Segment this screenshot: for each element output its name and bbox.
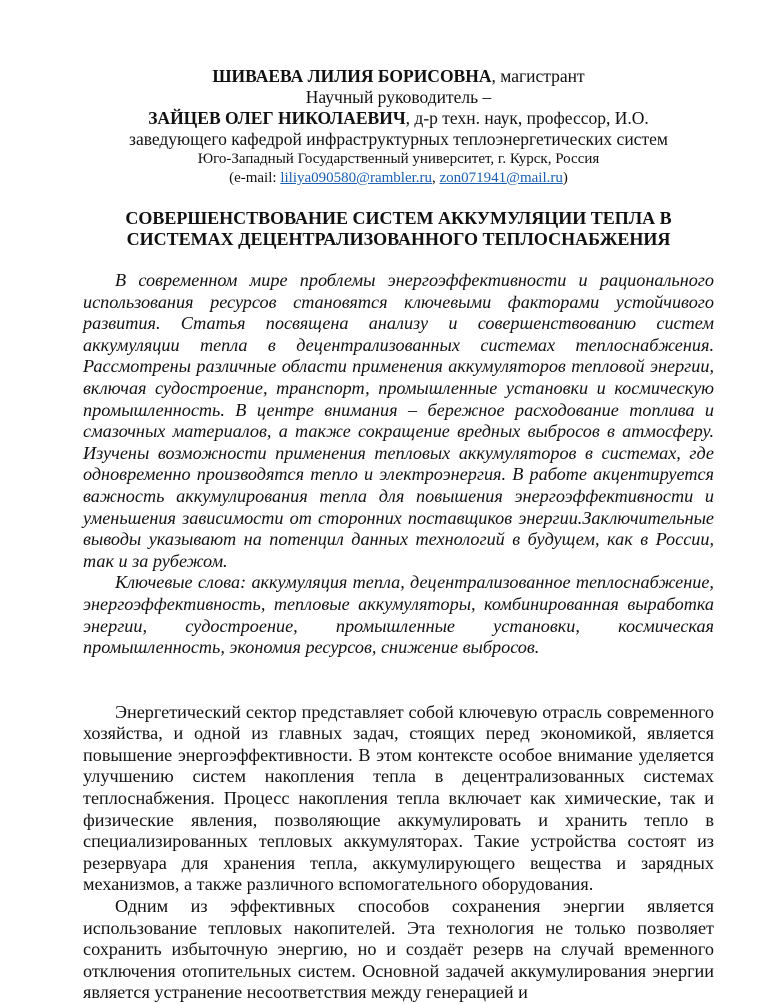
supervisor-label: Научный руководитель – (305, 87, 492, 107)
body-paragraph-1: Энергетический сектор представляет собой ключевую отрасль современного хозяйства, и одной из главных задач, стоящих перед экономикой, является повышение энергоэффективности. В этом контексте особое внимание уделяется улучшению систем накопления тепла в децентрализованных системах теплоснабжения. Процесс накопления тепла включает как химические, так и физические явления, позволяющие аккумулировать и хранить тепло в специализированных тепловых аккумуляторах. Такие устройства состоят из резервуара для хранения тепла, аккумулирующего вещества и зарядных механизмов, а также различного вспомогательного оборудования. (83, 701, 714, 895)
keywords-text: аккумуляция тепла, децентрализованное теплоснабжение, энергоэффективность, тепловые аккумуляторы, комбинированная выработка энергии, судостроение, промышленные установки, космическая промышленность, экономия ресурсов, снижение выбросов. (83, 572, 714, 658)
title-line-2: СИСТЕМАХ ДЕЦЕНТРАЛИЗОВАННОГО ТЕПЛОСНАБЖЕНИЯ (126, 229, 671, 249)
author1-name: ШИВАЕВА ЛИЛИЯ БОРИСОВНА (212, 66, 492, 86)
email-prefix: (e-mail: (229, 170, 281, 186)
abstract: В современном мире проблемы энергоэффективности и рационального использования ресурсов становятся ключевыми факторами устойчивого развития. Статья посвящена анализу и совершенствованию систем аккумуляции тепла в децентрализованных системах теплоснабжения. Рассмотрены различные области применения аккумуляторов тепловой энергии, включая судостроение, транспорт, промышленные установки и космическую промышленность. В центре внимания – бережное расходование топлива и смазочных материалов, а также сокращение вредных выбросов в атмосферу. Изучены возможности применения тепловых аккумуляторов в системах, где одновременно производятся тепло и электроэнергия. В работе акцентируется важность аккумулирования тепла для повышения энергоэффективности и уменьшения зависимости от сторонних поставщиков энергии.Заключительные выводы указывают на потенцил данных технологий в будущем, как в России, так и за рубежом. (83, 270, 714, 571)
author2-name: ЗАЙЦЕВ ОЛЕГ НИКОЛАЕВИЧ (148, 108, 406, 128)
author2-position: заведующего кафедрой инфраструктурных теплоэнергетических систем (129, 129, 668, 149)
affiliation: Юго-Западный Государственный университет, г. Курск, Россия (197, 151, 600, 167)
document-page (83, 66, 714, 1004)
article-title (83, 208, 714, 250)
author1-role: , магистрант (491, 66, 585, 86)
email-separator: , (432, 170, 440, 186)
email-link-1[interactable]: liliya090580@rambler.ru (280, 170, 433, 186)
author1-line (83, 66, 714, 87)
author2-line (83, 108, 714, 129)
title-line-1: СОВЕРШЕНСТВОВАНИЕ СИСТЕМ АККУМУЛЯЦИИ ТЕПЛА В (125, 208, 672, 228)
keywords (83, 572, 714, 658)
body-paragraph-2: Одним из эффективных способов сохранения энергии является использование тепловых накопителей. Эта технология не только позволяет сохранить избыточную энергию, но и создаёт резерв на случай временного отключения отопительных систем. Основной задачей аккумулирования энергии является устранение несоответствия между генерацией и (83, 896, 714, 1003)
email-link-2[interactable]: zon071941@mail.ru (439, 170, 563, 186)
keywords-label: Ключевые слова: (115, 572, 247, 593)
author2-role: , д-р техн. наук, профессор, И.О. (405, 108, 649, 128)
email-suffix: ) (562, 170, 568, 186)
email-line (83, 169, 714, 188)
